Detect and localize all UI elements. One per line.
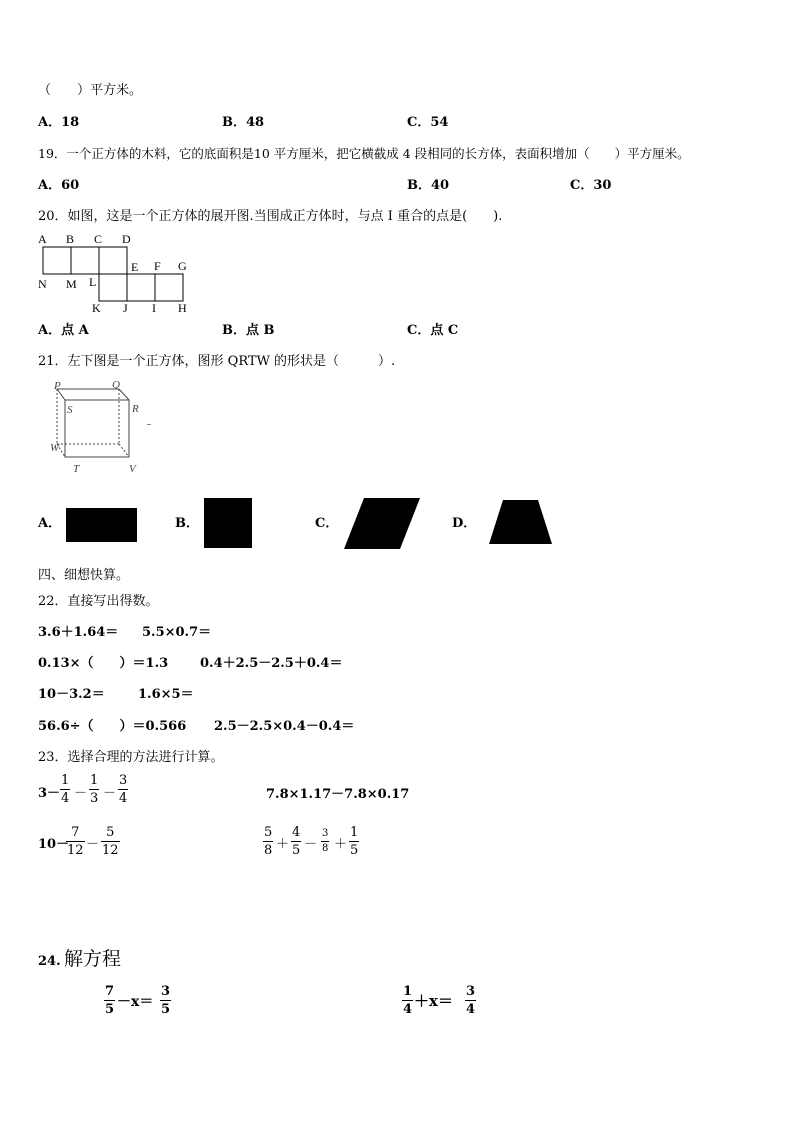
q22-item-2: 5.5×0.7＝	[142, 625, 212, 640]
q23-expr2: 7.8×1.17－7.8×0.17	[266, 787, 410, 802]
q24-eq1-operator: －x＝	[117, 994, 154, 1010]
net-label-k: K	[92, 301, 101, 315]
q20-option-c[interactable]: C．点 C	[407, 323, 459, 338]
cube-net-figure	[36, 230, 206, 316]
net-label-m: M	[66, 277, 77, 291]
q19-stem: 19．一个正方体的木料，它的底面积是10 平方厘米，把它横截成 4 段相同的长方体，表面积增加（ ）平方厘米。	[38, 146, 690, 161]
q22-item-5: 10－3.2＝	[38, 687, 105, 702]
q21-stem: 21．左下图是一个正方体，图形 QRTW 的形状是（ ）.	[38, 354, 396, 369]
cube-label-s: S	[67, 404, 73, 416]
q23-expr4-frac1: 5 8	[264, 825, 273, 858]
q24-eq1-frac2: 3 5	[161, 984, 171, 1017]
q23-expr1-frac3: 3 4	[119, 773, 128, 806]
q23-expr4-op1: ＋	[276, 837, 290, 852]
q23-expr4-frac4: 1 5	[350, 825, 359, 858]
cube-label-w: W	[50, 442, 60, 454]
net-label-a: A	[38, 232, 47, 246]
q20-option-b[interactable]: B．点 B	[222, 323, 275, 338]
q22-item-6: 1.6×5＝	[138, 687, 194, 702]
q21-option-d[interactable]: D．	[452, 516, 477, 531]
net-label-c: C	[94, 232, 103, 246]
q24-eq2-frac1: 1 4	[403, 984, 413, 1017]
net-label-n: N	[38, 277, 47, 291]
q22-item-8: 2.5－2.5×0.4－0.4＝	[214, 719, 355, 734]
q24-eq2-operator: ＋x＝	[414, 992, 453, 1010]
cube-label-r: R	[132, 403, 139, 415]
q24-eq1-frac1: 7 5	[105, 984, 115, 1017]
parallelogram-shape-icon[interactable]	[344, 498, 420, 549]
q21-option-a[interactable]: A．	[38, 516, 62, 531]
q22-item-4: 0.4＋2.5－2.5＋0.4＝	[200, 656, 343, 671]
cube-label-p: P	[54, 380, 61, 392]
net-label-e: E	[131, 260, 139, 274]
q18-stem-tail: （ ）平方米。	[38, 83, 143, 98]
net-label-b: B	[66, 232, 75, 246]
q23-expr4-op3: ＋	[334, 837, 348, 852]
q23-expr4-frac2: 4 5	[292, 825, 301, 858]
section-4-title: 四、细想快算。	[38, 568, 130, 583]
net-label-j: J	[123, 301, 128, 315]
q23-expr1-op2: －	[103, 786, 117, 801]
cube-figure	[44, 378, 164, 478]
q23-expr1-frac2: 1 3	[90, 773, 99, 806]
q23-expr4-frac3: 3 8	[322, 828, 329, 854]
q21-option-b[interactable]: B．	[175, 516, 199, 531]
q23-expr1-frac1: 1 4	[61, 773, 70, 806]
q23-expr3-op1: －	[86, 837, 100, 852]
cube-label-v: V	[129, 463, 136, 475]
trapezoid-shape-icon[interactable]	[489, 500, 553, 545]
net-label-f: F	[154, 259, 161, 273]
q22-item-3: 0.13×（ ）＝1.3	[38, 656, 169, 671]
q22-item-7: 56.6÷（ ）＝0.566	[38, 719, 187, 734]
q23-expr4-op2: －	[304, 837, 318, 852]
net-label-l: L	[89, 275, 97, 289]
net-label-g: G	[178, 259, 187, 273]
cube-label-q: Q	[112, 379, 120, 391]
q20-stem: 20．如图，这是一个正方体的展开图.当围成正方体时，与点 I 重合的点是( ).	[38, 209, 503, 224]
q20-option-a[interactable]: A．点 A	[38, 323, 89, 338]
square-shape-icon[interactable]	[204, 498, 252, 548]
q22-item-1: 3.6＋1.64＝	[38, 625, 119, 640]
net-label-i: I	[152, 301, 156, 315]
q24-number: 24.	[38, 954, 61, 969]
q24-title: 解方程	[64, 948, 122, 970]
q19-option-c[interactable]: C．30	[570, 178, 612, 193]
q23-expr3-lead: 10－	[38, 837, 70, 852]
q23-expr1-lead: 3－	[38, 786, 61, 801]
cube-label-t: T	[73, 463, 80, 475]
q18-option-c[interactable]: C．54	[407, 115, 449, 130]
q19-option-a[interactable]: A．60	[38, 178, 80, 193]
q24-eq2-frac2: 3 4	[466, 984, 476, 1017]
q18-option-b[interactable]: B．48	[222, 115, 265, 130]
q18-option-a[interactable]: A．18	[38, 115, 80, 130]
q23-expr3-frac1: 7 12	[67, 825, 84, 858]
q23-expr3-frac2: 5 12	[102, 825, 119, 858]
net-label-h: H	[178, 301, 187, 315]
q19-option-b[interactable]: B．40	[407, 178, 450, 193]
q22-stem: 22．直接写出得数。	[38, 594, 159, 609]
rectangle-shape-icon[interactable]	[66, 508, 137, 542]
q23-stem: 23．选择合理的方法进行计算。	[38, 750, 224, 765]
stray-mark	[147, 424, 151, 425]
q21-option-c[interactable]: C．	[315, 516, 339, 531]
net-label-d: D	[122, 232, 131, 246]
q23-expr1-op1: －	[74, 786, 88, 801]
